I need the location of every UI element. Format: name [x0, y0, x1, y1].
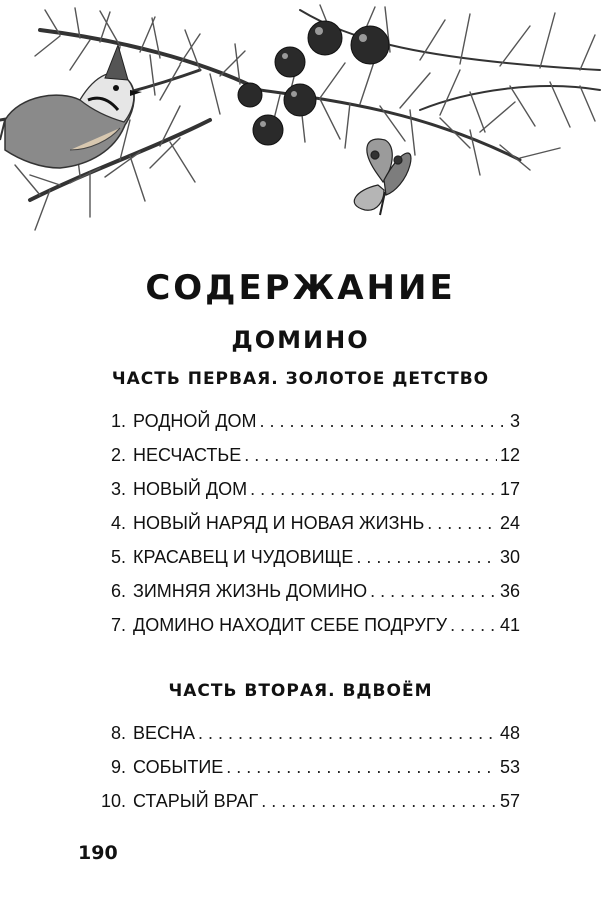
- toc-part-one: [96, 408, 520, 646]
- toc-entry[interactable]: [96, 476, 520, 510]
- chapter-number: 4.: [110, 513, 126, 533]
- toc-entry[interactable]: [96, 788, 520, 822]
- chapter-number: 7.: [110, 615, 126, 635]
- chapter-page: 36: [499, 581, 520, 601]
- chapter-number: 10.: [100, 791, 126, 811]
- toc-entry[interactable]: [96, 578, 520, 612]
- chapter-number: 3.: [110, 479, 126, 499]
- toc-entry[interactable]: [96, 754, 520, 788]
- chapter-number: 6.: [110, 581, 126, 601]
- book-title: ДОМИНО: [231, 326, 370, 354]
- chapter-page: 3: [509, 411, 520, 431]
- chapter-number: 9.: [110, 757, 126, 777]
- chapter-page: 24: [499, 513, 520, 533]
- dot-leader: [427, 510, 497, 536]
- toc-entry[interactable]: [96, 720, 520, 754]
- chapter-page: 48: [499, 723, 520, 743]
- toc-entry[interactable]: [96, 510, 520, 544]
- chapter-page: 17: [499, 479, 520, 499]
- toc-entry[interactable]: [96, 612, 520, 646]
- dot-leader: [260, 408, 507, 434]
- chapter-title: НЕСЧАСТЬЕ: [133, 445, 242, 465]
- part-two-title: ЧАСТЬ ВТОРАЯ. ВДВОЁМ: [168, 681, 433, 701]
- dot-leader: [356, 544, 497, 570]
- chapter-page: 41: [499, 615, 520, 635]
- dot-leader: [450, 612, 497, 638]
- page-title: СОДЕРЖАНИЕ: [145, 268, 456, 308]
- dot-leader: [250, 476, 497, 502]
- chapter-title: РОДНОЙ ДОМ: [133, 411, 257, 431]
- dot-leader: [244, 442, 497, 468]
- dot-leader: [198, 720, 497, 746]
- toc-part-two: [96, 720, 520, 822]
- page-number: 190: [78, 842, 118, 864]
- chapter-title: ЗИМНЯЯ ЖИЗНЬ ДОМИНО: [133, 581, 368, 601]
- dot-leader: [226, 754, 497, 780]
- chapter-number: 8.: [110, 723, 126, 743]
- dot-leader: [370, 578, 497, 604]
- dot-leader: [261, 788, 497, 814]
- chapter-title: СТАРЫЙ ВРАГ: [133, 791, 259, 811]
- toc-entry[interactable]: [96, 544, 520, 578]
- chapter-page: 57: [499, 791, 520, 811]
- chapter-title: СОБЫТИЕ: [133, 757, 224, 777]
- chapter-title: ВЕСНА: [133, 723, 196, 743]
- chapter-title: НОВЫЙ НАРЯД И НОВАЯ ЖИЗНЬ: [133, 513, 425, 533]
- chapter-title: КРАСАВЕЦ И ЧУДОВИЩЕ: [133, 547, 354, 567]
- branch-bird-butterfly-illustration: [0, 0, 601, 245]
- toc-entry[interactable]: [96, 408, 520, 442]
- chapter-title: НОВЫЙ ДОМ: [133, 479, 248, 499]
- chapter-title: ДОМИНО НАХОДИТ СЕБЕ ПОДРУГУ: [133, 615, 448, 635]
- chapter-number: 5.: [110, 547, 126, 567]
- chapter-number: 2.: [110, 445, 126, 465]
- chapter-page: 12: [499, 445, 520, 465]
- chapter-number: 1.: [110, 411, 126, 431]
- chapter-page: 53: [499, 757, 520, 777]
- chapter-page: 30: [499, 547, 520, 567]
- toc-entry[interactable]: [96, 442, 520, 476]
- part-one-title: ЧАСТЬ ПЕРВАЯ. ЗОЛОТОЕ ДЕТСТВО: [111, 369, 490, 389]
